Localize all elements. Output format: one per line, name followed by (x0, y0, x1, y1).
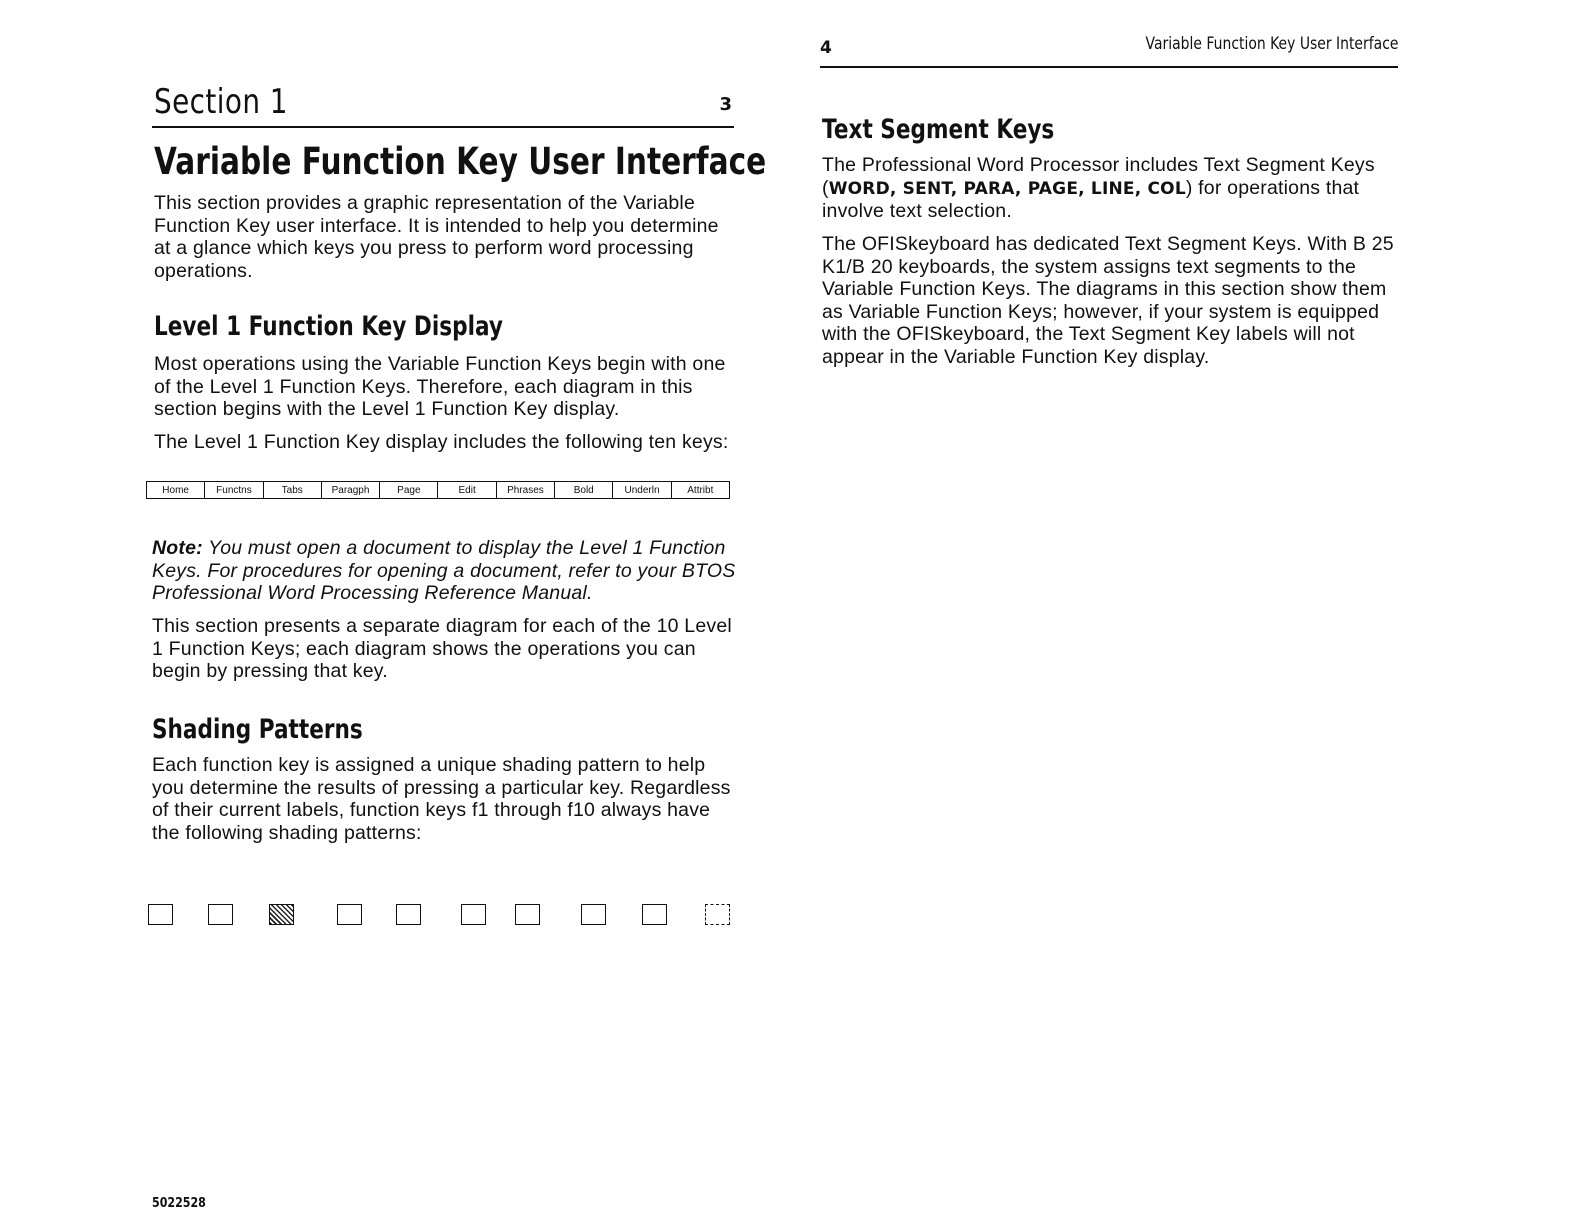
shading-heading: Shading Patterns (152, 714, 363, 745)
function-key-underln: Underln (613, 482, 671, 498)
diagram-paragraph: This section presents a separate diagram for each of the 10 Level 1 Function Keys; each diagram shows the operations you can begin by pressing that key. (152, 615, 732, 682)
shading-pattern-f9 (642, 904, 667, 925)
text-segment-key-list: WORD, SENT, PARA, PAGE, LINE, COL (828, 178, 1186, 199)
note-paragraph (152, 537, 737, 605)
document-code: 5022528 (152, 1196, 206, 1211)
function-key-home: Home (147, 482, 205, 498)
note-label: Note: (152, 537, 203, 559)
text-segment-heading: Text Segment Keys (822, 114, 1055, 145)
function-key-paragph: Paragph (322, 482, 380, 498)
shading-paragraph: Each function key is assigned a unique shading pattern to help you determine the results of pressing a particular key. Regardless of their current labels, function keys f1 through f10 always have the following shading patterns: (152, 754, 731, 844)
shading-patterns (148, 904, 738, 930)
function-key-attribt: Attribt (687, 484, 714, 496)
function-key-phrases: Phrases (497, 482, 555, 498)
running-title: Variable Function Key User Interface (1145, 34, 1398, 54)
para1-lead: The Professional Word Processor includes Text Segment Keys ( (822, 154, 1375, 199)
running-header (820, 30, 1398, 68)
function-key-bold: Bold (555, 482, 613, 498)
shading-pattern-f5 (396, 904, 421, 925)
shading-pattern-f1 (148, 904, 173, 925)
para1-tail: ) for operations that involve text selection. (822, 176, 1360, 222)
note-text: You must open a document to display the Level 1 Function Keys. For procedures for opening a document, refer to your BTOS Professional Word Processing Reference Manual. (152, 537, 736, 604)
shading-pattern-f4 (337, 904, 362, 925)
function-key-functns: Functns (205, 482, 263, 498)
shading-pattern-f2 (208, 904, 233, 925)
page-title: Variable Function Key User Interface (154, 140, 767, 183)
section-label: Section 1 (154, 82, 288, 122)
intro-paragraph: This section provides a graphic representation of the Variable Function Key user interface. It is intended to help you determine at a glance which keys you press to perform word processing operations. (154, 192, 719, 282)
shading-pattern-f3 (269, 904, 294, 925)
shading-pattern-f7 (515, 904, 540, 925)
function-key-page: Page (380, 482, 438, 498)
page-number: 3 (719, 94, 732, 115)
level1-heading: Level 1 Function Key Display (154, 311, 503, 342)
page-number: 4 (820, 38, 832, 58)
text-segment-paragraph-1 (822, 154, 1402, 223)
text-segment-paragraph-2: The OFISkeyboard has dedicated Text Segment Keys. With B 25 K1/B 20 keyboards, the system assigns text segments to the Variable Function Keys. The diagrams in this section show them as Variable Function Keys; however, if your system is equipped with the OFISkeyboard, the Text Segment Key labels will not appear in the Variable Function Key display. (822, 233, 1394, 368)
function-key-edit: Edit (438, 482, 496, 498)
function-key-display (146, 481, 730, 499)
shading-pattern-f8 (581, 904, 606, 925)
function-key-tabs: Tabs (264, 482, 322, 498)
level1-keys-intro: The Level 1 Function Key display includes the following ten keys: (154, 431, 729, 453)
section-header (152, 80, 734, 128)
level1-paragraph: Most operations using the Variable Function Keys begin with one of the Level 1 Function Keys. Therefore, each diagram in this section begins with the Level 1 Function Key display. (154, 353, 726, 420)
shading-pattern-f6 (461, 904, 486, 925)
shading-pattern-f10 (705, 904, 730, 925)
